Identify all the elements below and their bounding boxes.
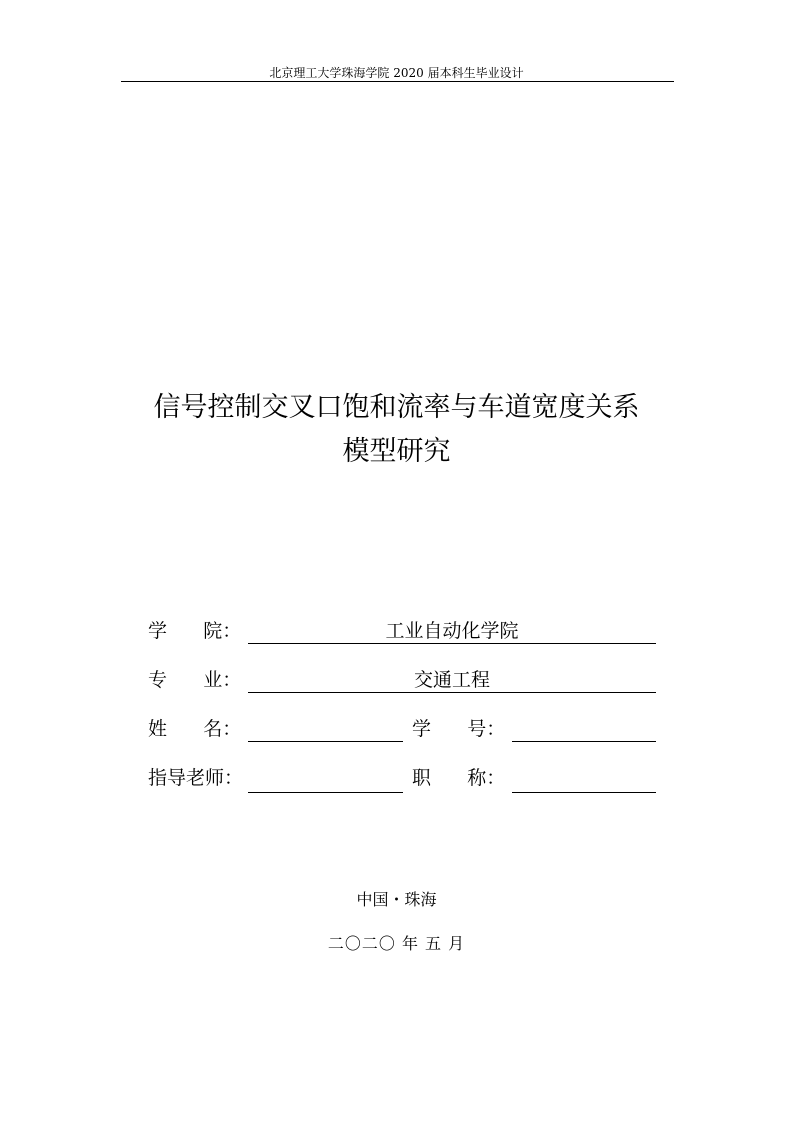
thesis-title: [0, 386, 793, 474]
name-field: [248, 717, 403, 742]
college-label: 学 院：: [148, 620, 242, 642]
college-field: 工业自动化学院: [248, 619, 656, 644]
major-label: 专 业：: [148, 669, 242, 691]
advisor-field: [248, 768, 403, 793]
student-id-field: [512, 717, 656, 742]
name-label: 姓 名：: [148, 718, 242, 740]
title-label: 职 称：: [412, 767, 506, 789]
footer-date: 二〇二〇 年 五 月: [327, 934, 466, 953]
major-field: 交通工程: [248, 668, 656, 693]
footer-place: 中国・珠海: [356, 890, 437, 909]
advisor-label: 指导老师：: [148, 767, 244, 789]
student-id-label: 学 号：: [412, 718, 506, 740]
title-field: [512, 768, 656, 793]
header-rule: [121, 81, 674, 82]
thesis-title-line-1: 信号控制交叉口饱和流率与车道宽度关系: [153, 392, 640, 423]
page-header: 北京理工大学珠海学院 2020 届本科生毕业设计: [269, 66, 524, 80]
thesis-title-line-2: 模型研究: [342, 436, 451, 467]
